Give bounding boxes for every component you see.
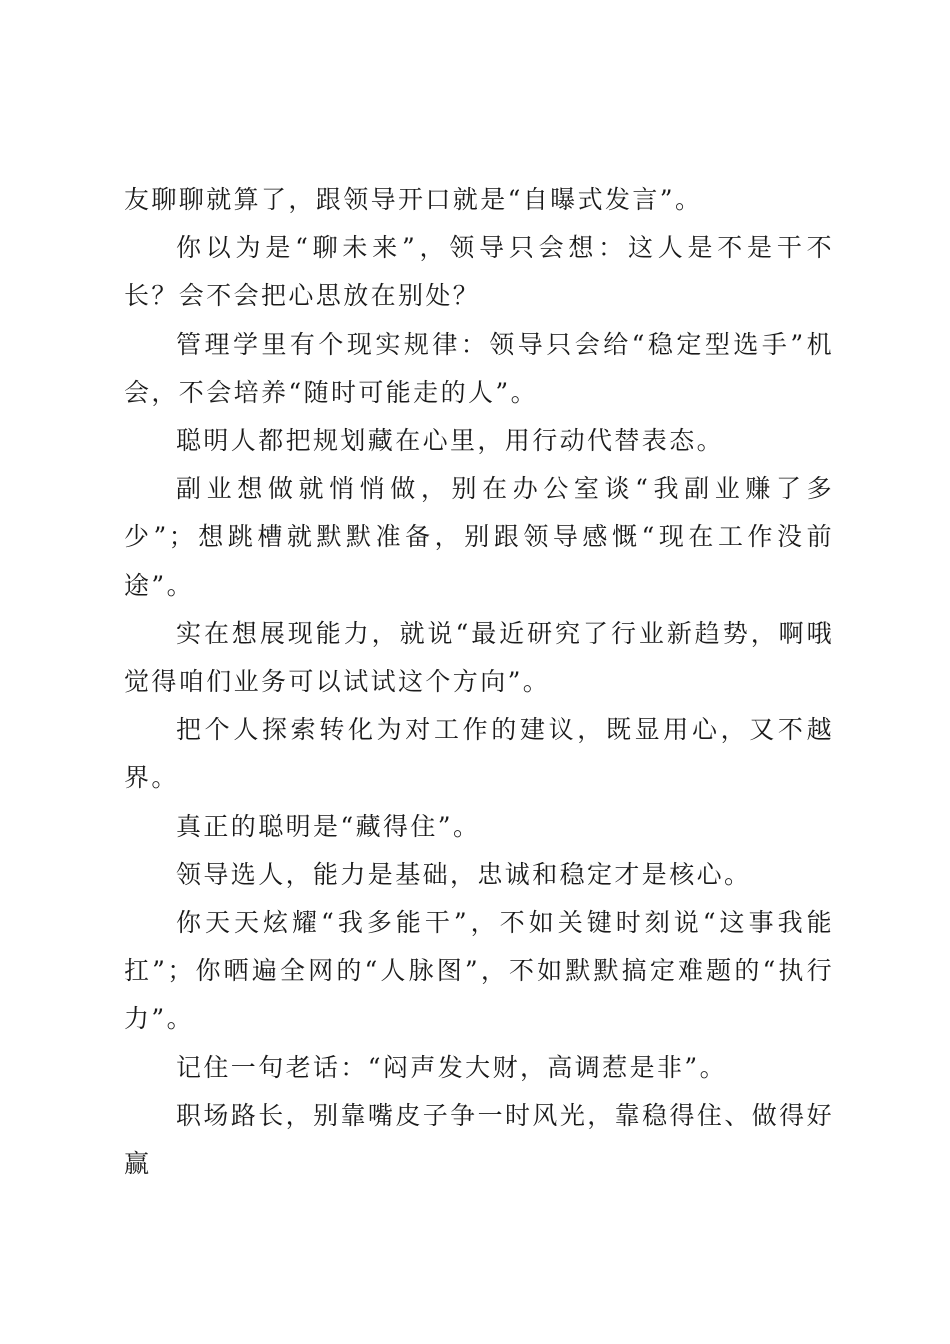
document-body: [124, 176, 834, 1188]
paragraph: 记住一句老话：“闷声发大财，高调惹是非”。: [176, 1052, 727, 1082]
paragraph: 把个人探索转化为对工作的建议，既显用心，又不越界。: [124, 715, 834, 793]
paragraph-continued: 友聊聊就算了，跟领导开口就是“自曝式发言”。: [124, 185, 703, 214]
paragraph: 领导选人，能力是基础，忠诚和稳定才是核心。: [176, 859, 752, 889]
paragraph: 聪明人都把规划藏在心里，用行动代替表态。: [176, 426, 725, 456]
paragraph: 你天天炫耀“我多能干”，不如关键时刻说“这事我能扛”；你晒遍全网的“人脉图”，不如默默搞定难题的“执行力”。: [124, 908, 834, 1034]
paragraph: 副业想做就悄悄做，别在办公室谈“我副业赚了多少”；想跳槽就默默准备，别跟领导感慨“现在工作没前途”。: [124, 474, 834, 600]
paragraph: 你以为是“聊未来”，领导只会想：这人是不是干不长？会不会把心思放在别处？: [124, 233, 834, 311]
paragraph: 管理学里有个现实规律：领导只会给“稳定型选手”机会，不会培养“随时可能走的人”。: [124, 329, 834, 407]
paragraph: 职场路长，别靠嘴皮子争一时风光，靠稳得住、做得好赢: [124, 1100, 834, 1179]
paragraph: 真正的聪明是“藏得住”。: [176, 811, 481, 841]
paragraph: 实在想展现能力，就说“最近研究了行业新趋势，啊哦觉得咱们业务可以试试这个方向”。: [124, 618, 834, 697]
